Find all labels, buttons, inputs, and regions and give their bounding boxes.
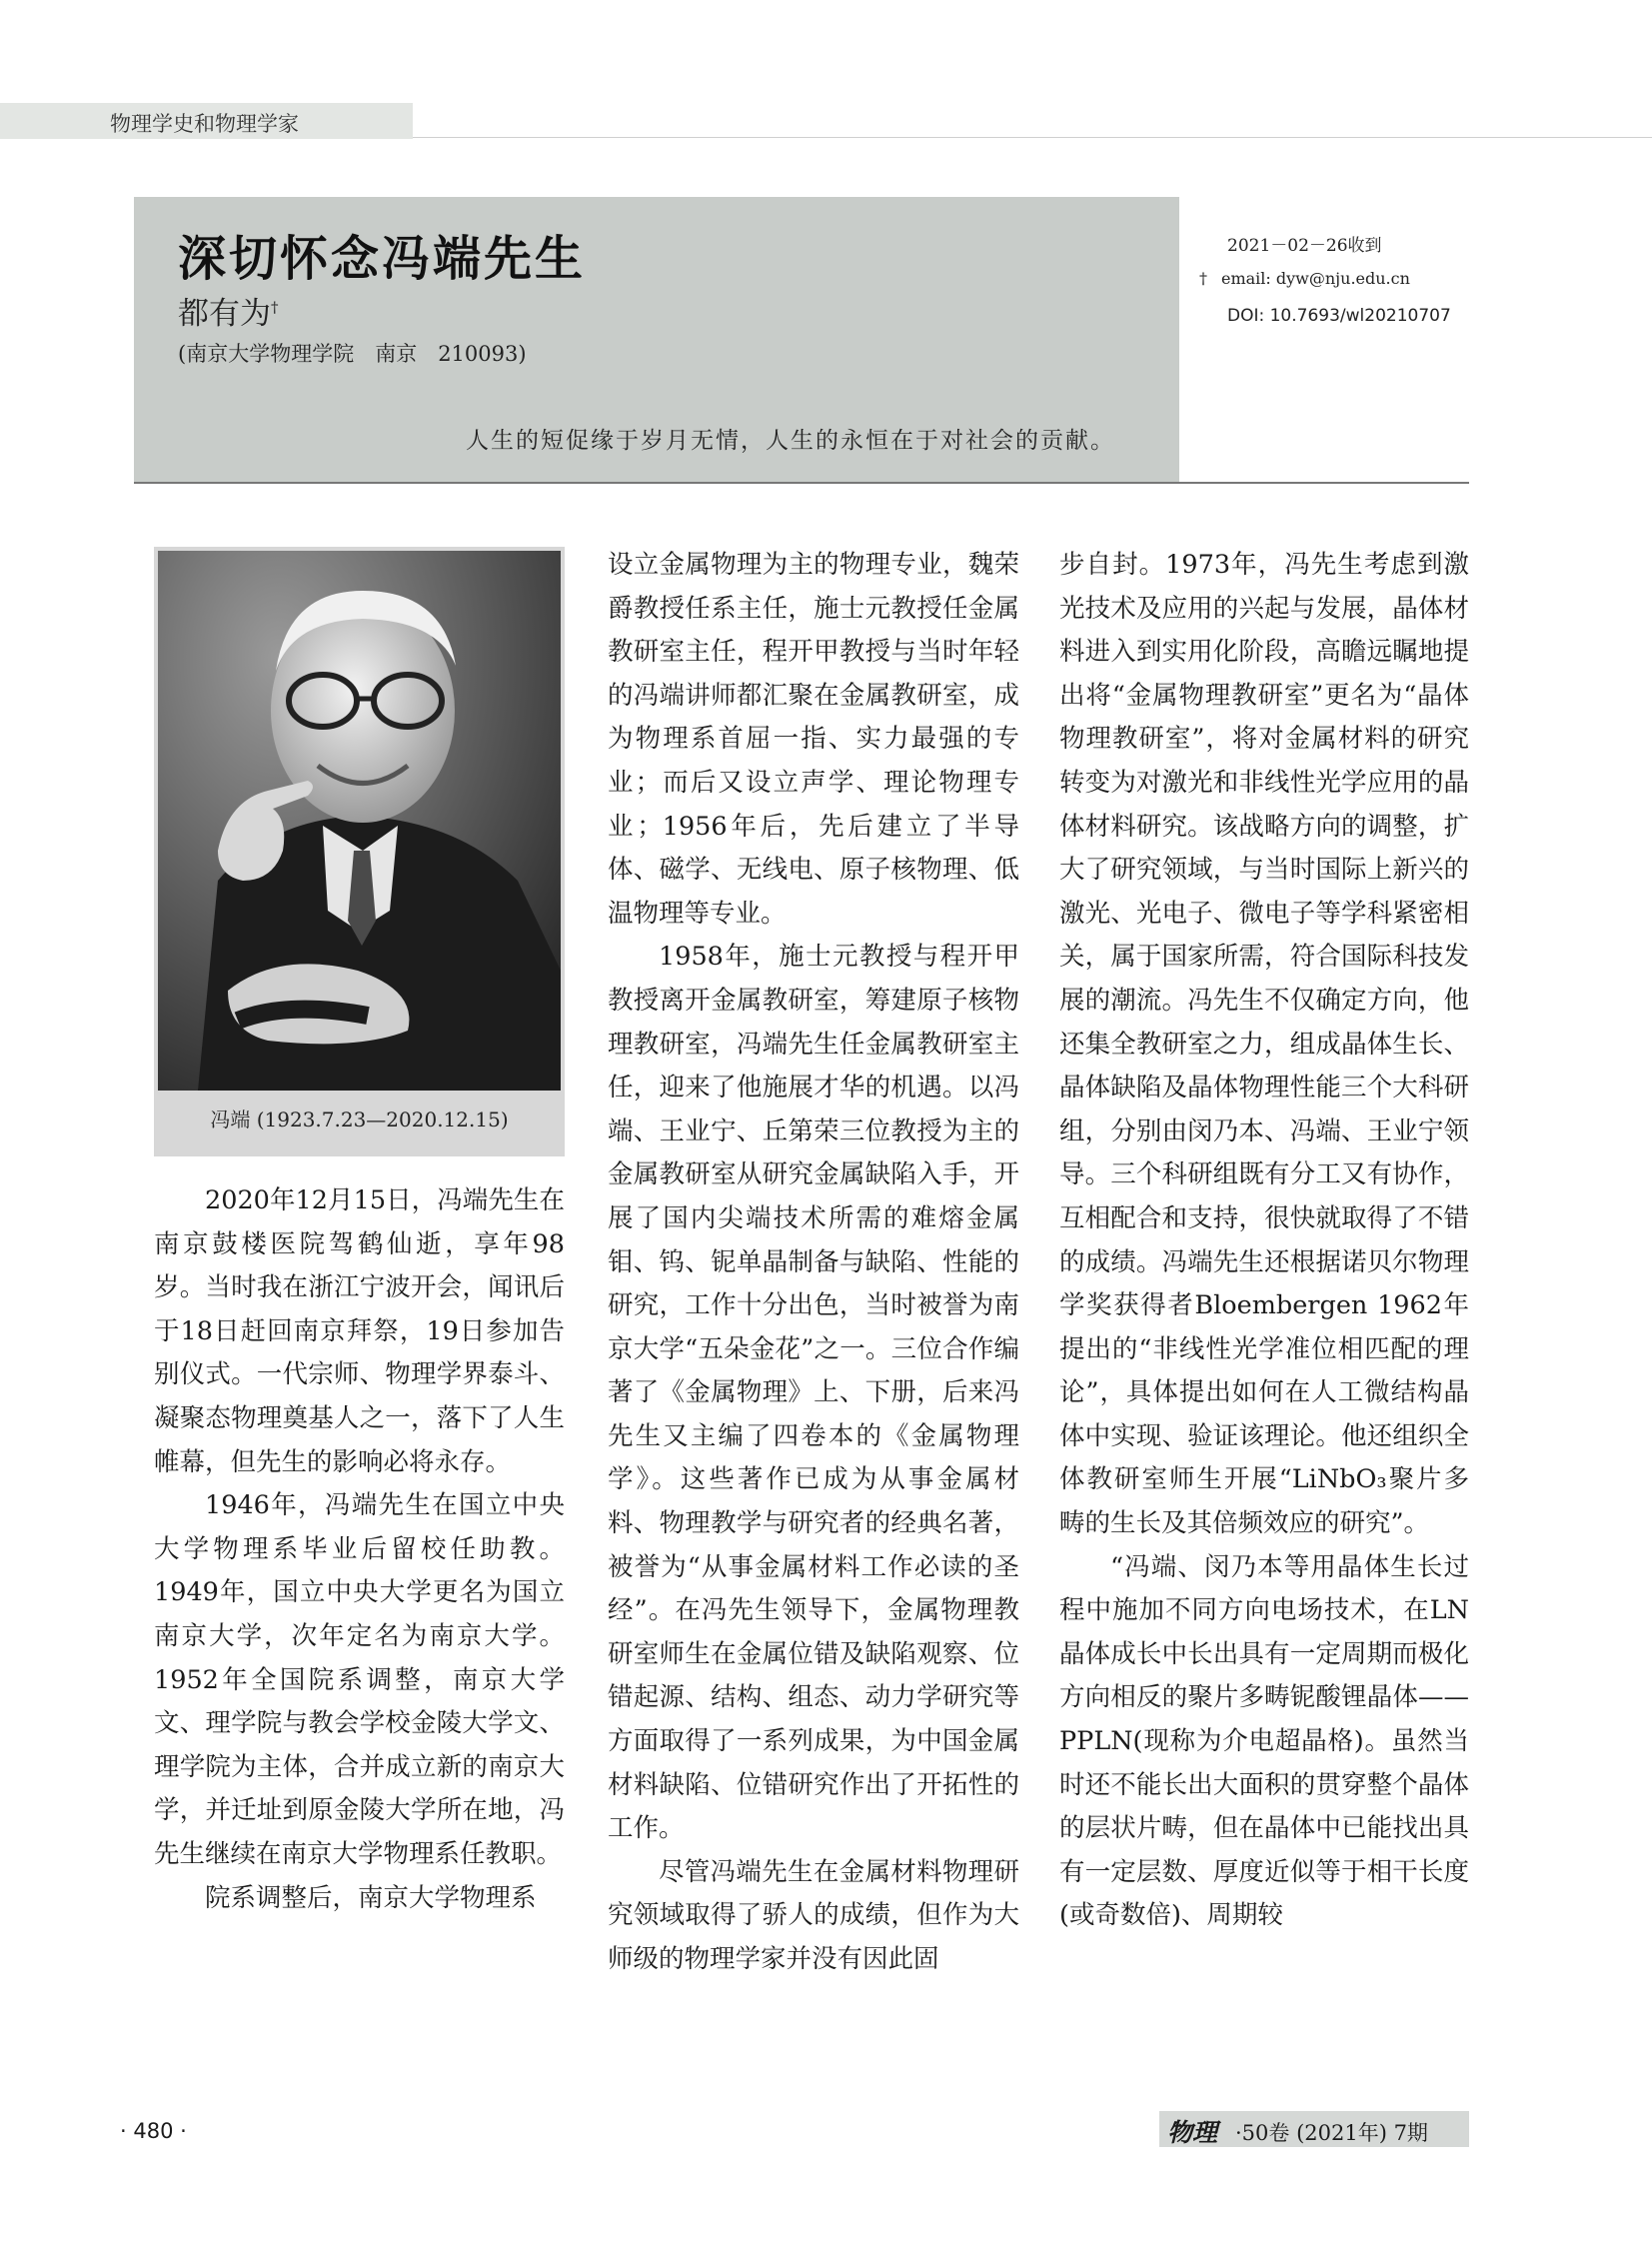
paragraph: 步自封。1973年，冯先生考虑到激光技术及应用的兴起与发展，晶体材料进入到实用化阶段，高瞻远瞩地提出将“金属物理教研室”更名为“晶体物理教研室”，将对金属材料的研究转变为对激光和非线性光学应用的晶体材料研究。该战略方向的调整，扩大了研究领域，与当时国际上新兴的激光、光电子、微电子等学科紧密相关，属于国家所需，符合国际科技发展的潮流。冯先生不仅确定方向，他还集全教研室之力，组成晶体生长、晶体缺陷及晶体物理性能三个大科研组，分别由闵乃本、冯端、王业宁领导。三个科研组既有分工又有协作，互相配合和支持，很快就取得了不错的成绩。冯端先生还根据诺贝尔物理学奖获得者Bloembergen 1962年提出的“非线性光学准位相匹配的理论”，具体提出如何在人工微结构晶体中实现、验证该理论。他还组织全体教研室师生开展“LiNbO₃聚片多畴的生长及其倍频效应的研究”。 bbox=[1059, 550, 1469, 1539]
section-label: 物理学史和物理学家 bbox=[110, 112, 299, 136]
article-title: 深切怀念冯端先生 bbox=[178, 231, 587, 287]
received-date: 2021－02－26收到 bbox=[1227, 236, 1382, 256]
doi: DOI: 10.7693/wl20210707 bbox=[1227, 306, 1451, 326]
section-rule bbox=[413, 137, 1652, 138]
journal-issue-info: ·50卷 (2021年) 7期 bbox=[1235, 2121, 1428, 2145]
page-number: · 480 · bbox=[120, 2119, 187, 2143]
paragraph: 1946年，冯端先生在国立中央大学物理系毕业后留校任助教。1949年，国立中央大学更名为国立南京大学，次年定名为南京大学。1952年全国院系调整，南京大学文、理学院与教会学校金陵大学文、理学院为主体，合并成立新的南京大学，并迁址到原金陵大学所在地，冯先生继续在南京大学物理系任教职。 bbox=[154, 1490, 565, 1869]
photo-caption: 冯端 (1923.7.23—2020.12.15) bbox=[210, 1108, 509, 1131]
header-divider bbox=[134, 482, 1469, 484]
paragraph: 尽管冯端先生在金属材料物理研究领域取得了骄人的成绩，但作为大师级的物理学家并没有因此固 bbox=[608, 1856, 1019, 1974]
body-column-3 bbox=[1059, 544, 1469, 1938]
paragraph: 1958年，施士元教授与程开甲教授离开金属教研室，筹建原子核物理教研室，冯端先生任金属教研室主任，迎来了他施展才华的机遇。以冯端、王业宁、丘第荣三位教授为主的金属教研室从研究金属缺陷入手，开展了国内尖端技术所需的难熔金属钼、钨、铌单晶制备与缺陷、性能的研究，工作十分出色，当时被誉为南京大学“五朵金花”之一。三位合作编著了《金属物理》上、下册，后来冯先生又主编了四卷本的《金属物理学》。这些著作已成为从事金属材料、物理教学与研究者的经典名著，被誉为“从事金属材料工作必读的圣经”。在冯先生领导下，金属物理教研室师生在金属位错及缺陷观察、位错起源、结构、组态、动力学研究等方面取得了一系列成果，为中国金属材料缺陷、位错研究作出了开拓性的工作。 bbox=[608, 942, 1019, 1844]
portrait-photo bbox=[158, 551, 561, 1091]
author-mark: † bbox=[271, 298, 279, 317]
paragraph: “冯端、闵乃本等用晶体生长过程中施加不同方向电场技术，在LN晶体成长中长出具有一定周期而极化方向相反的聚片多畴铌酸锂晶体——PPLN(现称为介电超晶格)。虽然当时还不能长出大面积的贯穿整个晶体的层状片畴，但在晶体中已能找出具有一定层数、厚度近似等于相干长度(或奇数倍)、周期较 bbox=[1059, 1551, 1469, 1931]
author-email: email: dyw@nju.edu.cn bbox=[1221, 269, 1410, 288]
author-line bbox=[178, 288, 279, 333]
section-tab bbox=[0, 103, 413, 139]
paragraph: 院系调整后，南京大学物理系 bbox=[205, 1882, 537, 1913]
body-column-2 bbox=[608, 544, 1019, 1982]
author-email-line bbox=[1199, 269, 1410, 288]
paragraph: 设立金属物理为主的物理专业，魏荣爵教授任系主任，施士元教授任金属教研室主任，程开甲教授与当时年轻的冯端讲师都汇聚在金属教研室，成为物理系首屈一指、实力最强的专业；而后又设立声学、理论物理专业；1956年后，先后建立了半导体、磁学、无线电、原子核物理、低温物理等专业。 bbox=[608, 550, 1019, 929]
paragraph: 2020年12月15日，冯端先生在南京鼓楼医院驾鹤仙逝，享年98岁。当时我在浙江宁波开会，闻讯后于18日赶回南京拜祭，19日参加告别仪式。一代宗师、物理学界泰斗、凝聚态物理奠基人之一，落下了人生帷幕，但先生的影响必将永存。 bbox=[154, 1185, 565, 1477]
body-column-1 bbox=[154, 1179, 565, 1920]
email-mark: † bbox=[1199, 269, 1207, 288]
author-affiliation: (南京大学物理学院 南京 210093) bbox=[178, 342, 527, 366]
epigraph: 人生的短促缘于岁月无情，人生的永恒在于对社会的贡献。 bbox=[466, 428, 1115, 454]
author-name: 都有为 bbox=[178, 296, 271, 332]
portrait-illustration bbox=[158, 551, 561, 1091]
journal-logo: 物理 bbox=[1167, 2118, 1218, 2147]
